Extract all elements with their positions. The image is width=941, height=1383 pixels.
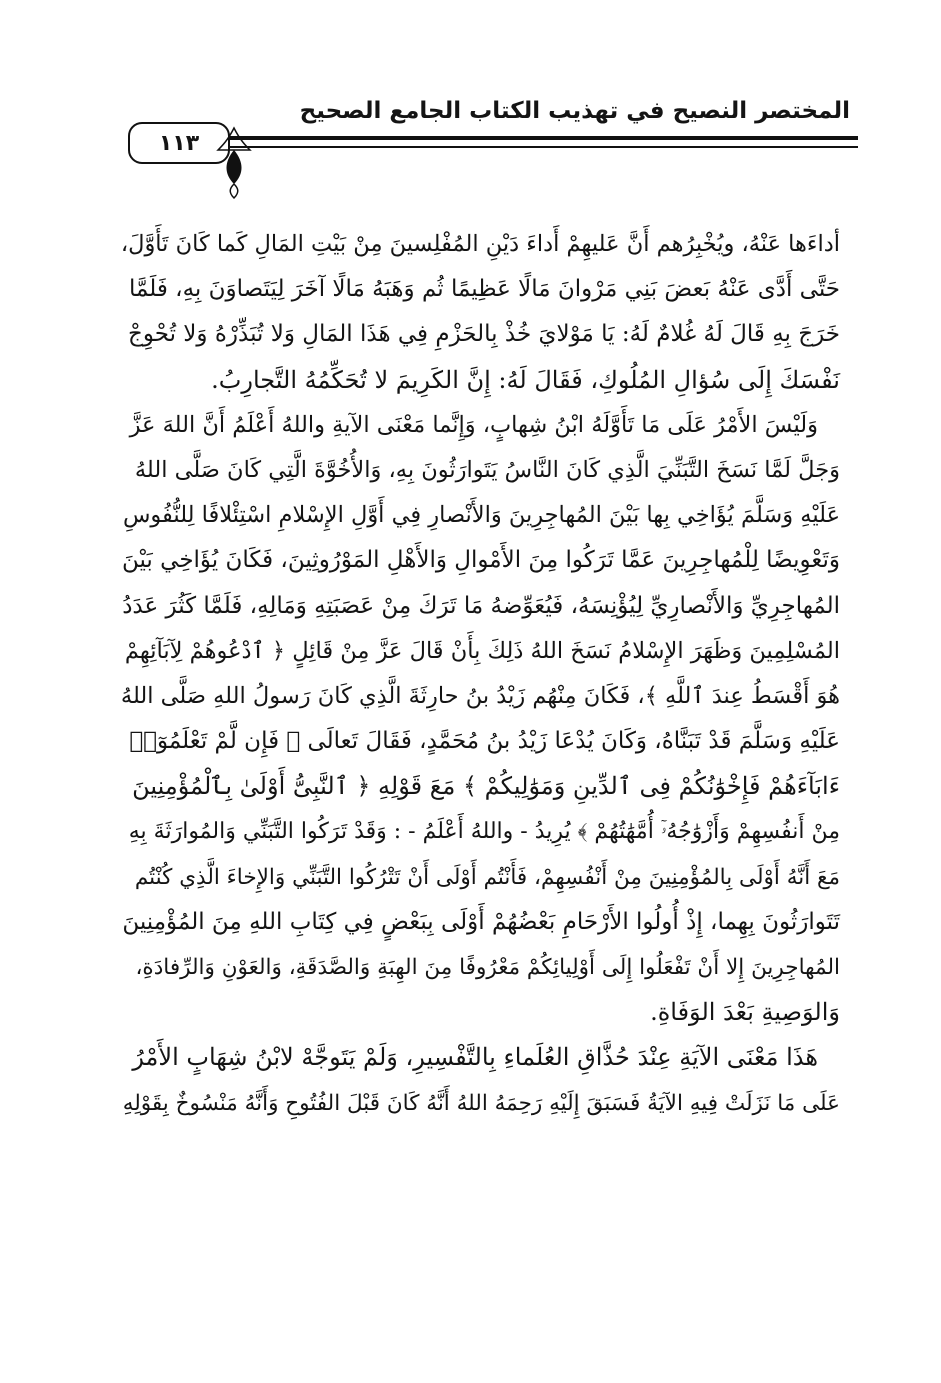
header-rule-thin — [218, 146, 858, 148]
text-line: وَتَعْوِيضًا لِلْمُهاجِرِينَ عَمَّا تَرَكُوا مِنَ الأَمْوالِ وَالأَهْلِ المَوْرُوثِينَ، فَكَانَ يُؤَاخِي بَيْنَ — [121, 547, 840, 574]
text-line: هُوَ أَقْسَطُ عِندَ ٱللَّهِ ﴾، فَكَانَ مِنْهُم زَيْدُ بنُ حارِثَةَ الَّذِي كَانَ رَسولُ اللهِ صَلَّى اللهُ — [120, 682, 840, 709]
text-line: أداءَها عَنْهُ، ويُخْبِرُهم أَنَّ عَليهِمْ أَداءَ دَيْنِ المُفْلِسينَ مِنْ بَيْتِ المَالِ كَما كَانَ تَأَوَّلَ، — [120, 231, 840, 257]
text-line: ءَابَآءَهُمْ فَإِخْوَٰنُكُمْ فِى ٱلدِّينِ وَمَوَٰلِيكُمْ ﴾ مَعَ قَوْلِهِ ﴿ ٱلنَّبِىُّ أَوْلَىٰ بِٱلْمُؤْمِنِينَ — [132, 772, 840, 801]
text-line: وَالوَصِيةِ بَعْدَ الوَفَاةِ. — [650, 998, 840, 1027]
page-header — [118, 84, 858, 192]
text-line: مِنْ أَنفُسِهِمْ وَأَزْوَٰجُهُۥٓ أُمَّهَٰتُهُمْ ﴾ يُرِيدُ - واللهُ أَعْلَمُ - : وَقَدْ تَرَكُوا التَّبَنِّي وَالمُوارَثَةَ بِهِ — [128, 819, 840, 845]
text-line: هَذَا مَعْنَى الآيَةِ عِنْدَ حُذَّاقِ العُلَماءِ بِالتَّفْسِيرِ، وَلَمْ يَتَوجَّهْ لابْنُ شِهَابٍ الأَمْرُ — [132, 1043, 818, 1072]
header-rule-thick — [218, 136, 858, 140]
text-line: وَلَيْسَ الأَمْرُ عَلَى مَا تَأَوَّلَهُ ابْنُ شِهابٍ، وَإِنَّما مَعْنَى الآيةِ واللهُ أَعْلَمُ أَنَّ اللهَ عَزَّ — [129, 411, 818, 438]
text-line: عَلَى مَا نَزَلَتْ فِيهِ الآيَةُ فَسَبَقَ إِلَيْهِ رَحِمَهُ اللهُ أَنَّهُ كَانَ قَبْلَ الفُتُوحِ وَأَنَّهُ مَنْسُوخٌ بِقَوْلِهِ — [122, 1090, 840, 1116]
page-number: ١١٣ — [158, 130, 200, 156]
text-line: المُسْلِمِينَ وَظَهَرَ الإِسْلامُ نَسَخَ اللهُ ذَلِكَ بِأَنْ قَالَ عَزَّ مِنْ قَائِلٍ ﴿ ٱدْعُوهُمْ لِآبَآئِهِمْ — [124, 637, 840, 664]
text-line: المُهاجِرِيِّ وَالأَنْصارِيِّ لِيُؤْنِسَهُ، فَيُعَوِّضهُ مَا تَرَكَ مِنْ عَصَبَتِهِ وَمَالِهِ، فَلَمَّا كَثُرَ عَدَدُ — [122, 592, 840, 619]
ornament-icon — [214, 126, 254, 200]
running-title: المختصر النصيح في تهذيب الكتاب الجامع الصحيح — [299, 98, 850, 124]
text-line: تَتَوارَثُونَ بِهِما، إِذْ أُولُوا الأَرْحَامِ بَعْضُهُمْ أَوْلَى بِبَعْضٍ فِي كِتَابِ اللهِ مِنَ المُؤْمِنِينَ — [122, 908, 840, 935]
text-line: وَجَلَّ لَمَّا نَسَخَ التَّبَنِّيَ الَّذِي كَانَ النَّاسُ يَتَوارَثُونَ بِهِ، وَالأُخُوَّةَ الَّتِي كَانَ صَلَّى اللهُ — [134, 456, 840, 483]
text-line: المُهاجِرِينَ إِلا أَنْ تَفْعَلُوا إِلَى أَوْلِيائِكُمْ مَعْرُوفًا مِنَ الهِبَةِ وَالصَّدَقَةِ، وَالعَوْنِ وَالرِّفادَةِ، — [135, 955, 840, 980]
text-line: عَلَيْهِ وَسَلَّمَ قَدْ تَبَنَّاهُ، وَكَانَ يُدْعَا زَيْدُ بنُ مُحَمَّدٍ، فَقَالَ تَعالَى ﴿ فَإِن لَّمْ تَعْلَمُوٓا۟ — [129, 728, 840, 755]
text-line: حَتَّى أَدَّى عَنْهُ بَعضَ بَنِي مَرْوانَ مَالًا عَظِيمًا ثُم وَهَبَهُ مَالًا آخَرَ لِيَتَصاوَنَ بِهِ، فَلَمَّا — [128, 276, 840, 303]
text-line: مَعَ أَنَّهُ أَوْلَى بِالمُؤْمِنِينَ مِنْ أَنْفُسِهِمْ، فَأَنْتُم أَوْلَى أَنْ تَتْرُكُوا التَّبَنِّي وَالإِخاءَ الَّذِي كُنْتُم — [134, 864, 840, 890]
text-line: خَرَجَ بِهِ قَالَ لَهُ غُلامٌ لَهُ: يَا مَوْلايَ خُذْ بِالحَزْمِ فِي هَذَا المَالِ وَلا تُبَذِّرْهُ وَلا تُحْوِجْ — [128, 321, 840, 348]
body-text — [120, 222, 840, 1126]
text-line: نَفْسَكَ إِلَى سُؤالِ المُلُوكِ، فَقَالَ لَهُ: إِنَّ الكَرِيمَ لا تُحَكِّمُهُ التَّجارِبُ. — [211, 365, 840, 394]
text-line: عَلَيْهِ وَسَلَّمَ يُؤَاخِي بِها بَيْنَ المُهاجِرِينَ وَالأَنْصارِ فِي أَوَّلِ الإِسْلامِ اسْتِئْلافًا لِلنُّفُوسِ — [122, 502, 840, 529]
